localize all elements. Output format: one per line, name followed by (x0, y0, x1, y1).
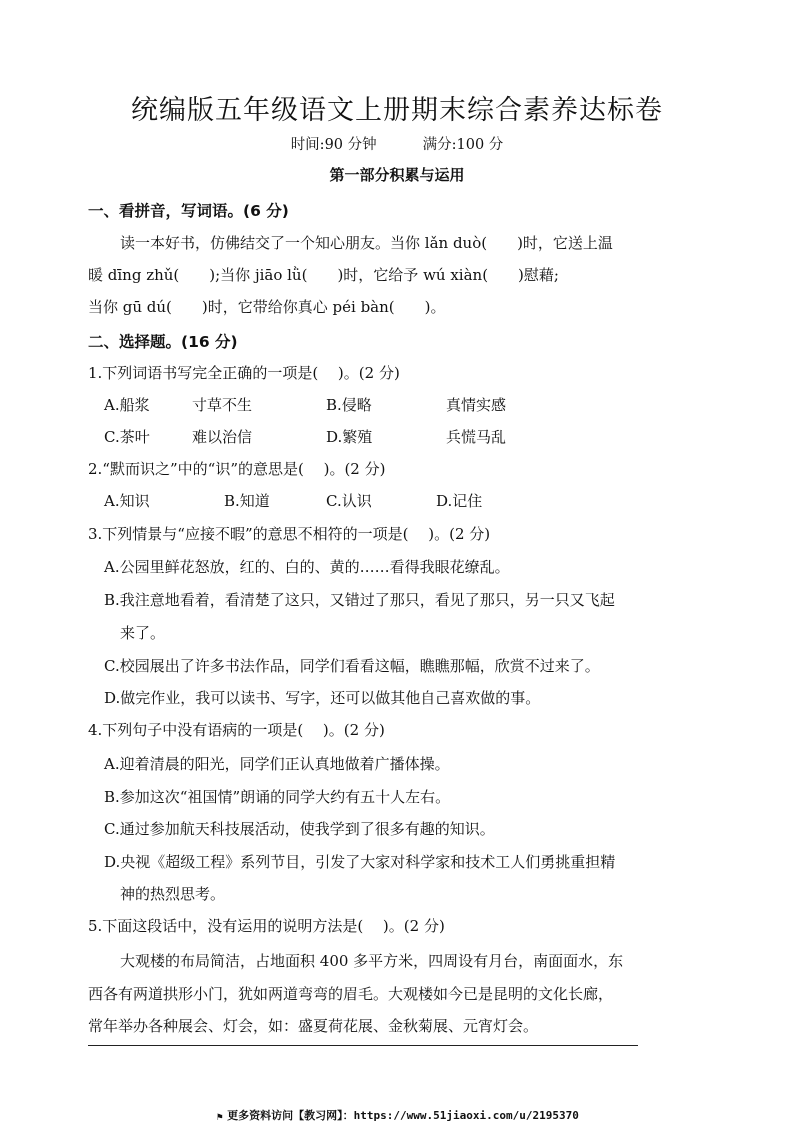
section-1-line-1: 读一本好书，仿佛结交了一个知心朋友。当你 lǎn duò( )时，它送上温 (120, 234, 613, 252)
q5-stem: 5.下面这段话中，没有运用的说明方法是( )。(2 分) (88, 917, 445, 935)
section-1-heading: 一、看拼音，写词语。(6 分) (88, 202, 289, 220)
q1-option-a-word: 寸草不生 (192, 396, 253, 414)
divider-line (88, 1045, 638, 1046)
q4-option-d: D.央视《超级工程》系列节目，引发了大家对科学家和技术工人们勇挑重担精 (104, 853, 616, 871)
q4-option-d-cont: 神的热烈思考。 (120, 885, 226, 903)
q4-stem: 4.下列句子中没有语病的一项是( )。(2 分) (88, 721, 385, 739)
q3-option-b: B.我注意地看着，看清楚了这只，又错过了那只，看见了那只，另一只又飞起 (104, 591, 615, 609)
q2-option-c: C.认识 (326, 492, 372, 510)
q3-option-c: C.校园展出了许多书法作品，同学们看看这幅，瞧瞧那幅，欣赏不过来了。 (104, 657, 600, 675)
section-2-heading: 二、选择题。(16 分) (88, 333, 238, 351)
q4-option-b: B.参加这次“祖国情”朗诵的同学大约有五十人左右。 (104, 788, 451, 806)
section-1-line-2: 暖 dīng zhǔ( );当你 jiāo lǜ( )时，它给予 wú xiàn( )慰藉; (88, 266, 559, 284)
footer (0, 1107, 794, 1123)
q1-option-d-word: 兵慌马乱 (446, 428, 507, 446)
q5-passage-line-1: 大观楼的布局简洁，占地面积 400 多平方米，四周设有月台，南面面水，东 (120, 952, 624, 970)
section-1-line-3: 当你 gū dú( )时，它带给你真心 péi bàn( )。 (88, 298, 446, 316)
footer-text[interactable]: 更多资料访问【教习网】：https://www.51jiaoxi.com/u/2195370 (227, 1109, 579, 1122)
q3-stem: 3.下列情景与“应接不暇”的意思不相符的一项是( )。(2 分) (88, 525, 491, 543)
q3-option-d: D.做完作业，我可以读书、写字，还可以做其他自己喜欢做的事。 (104, 689, 541, 707)
q2-stem: 2.“默而识之”中的“识”的意思是( )。(2 分) (88, 460, 386, 478)
full-score: 满分:100 分 (422, 137, 504, 153)
time-limit: 时间:90 分钟 (290, 137, 377, 153)
q1-stem: 1.下列词语书写完全正确的一项是( )。(2 分) (88, 364, 400, 382)
q2-option-b: B.知道 (224, 492, 270, 510)
q1-option-d: D.繁殖 (326, 428, 373, 446)
q1-option-b-word: 真情实感 (446, 396, 507, 414)
part-heading: 第一部分积累与运用 (329, 166, 465, 184)
q1-option-a: A.船浆 (104, 396, 150, 414)
q1-option-c-word: 难以治信 (192, 428, 253, 446)
q2-option-a: A.知识 (104, 492, 150, 510)
q4-option-a: A.迎着清晨的阳光，同学们正认真地做着广播体操。 (104, 755, 450, 773)
flag-icon: ⚑ (216, 1112, 223, 1123)
exam-meta (0, 133, 794, 154)
q5-passage-line-3: 常年举办各种展会、灯会，如：盛夏荷花展、金秋菊展、元宵灯会。 (88, 1017, 539, 1035)
q3-option-a: A.公园里鲜花怒放，红的、白的、黄的……看得我眼花缭乱。 (104, 558, 510, 576)
q4-option-c: C.通过参加航天科技展活动，使我学到了很多有趣的知识。 (104, 820, 495, 838)
q1-option-b: B.侵略 (326, 396, 372, 414)
exam-title: 统编版五年级语文上册期末综合素养达标卷 (131, 95, 663, 126)
q2-option-d: D.记住 (436, 492, 483, 510)
q3-option-b-cont: 来了。 (120, 624, 166, 642)
q5-passage-line-2: 西各有两道拱形小门，犹如两道弯弯的眉毛。大观楼如今已是昆明的文化长廊， (88, 985, 614, 1003)
q1-option-c: C.茶叶 (104, 428, 150, 446)
